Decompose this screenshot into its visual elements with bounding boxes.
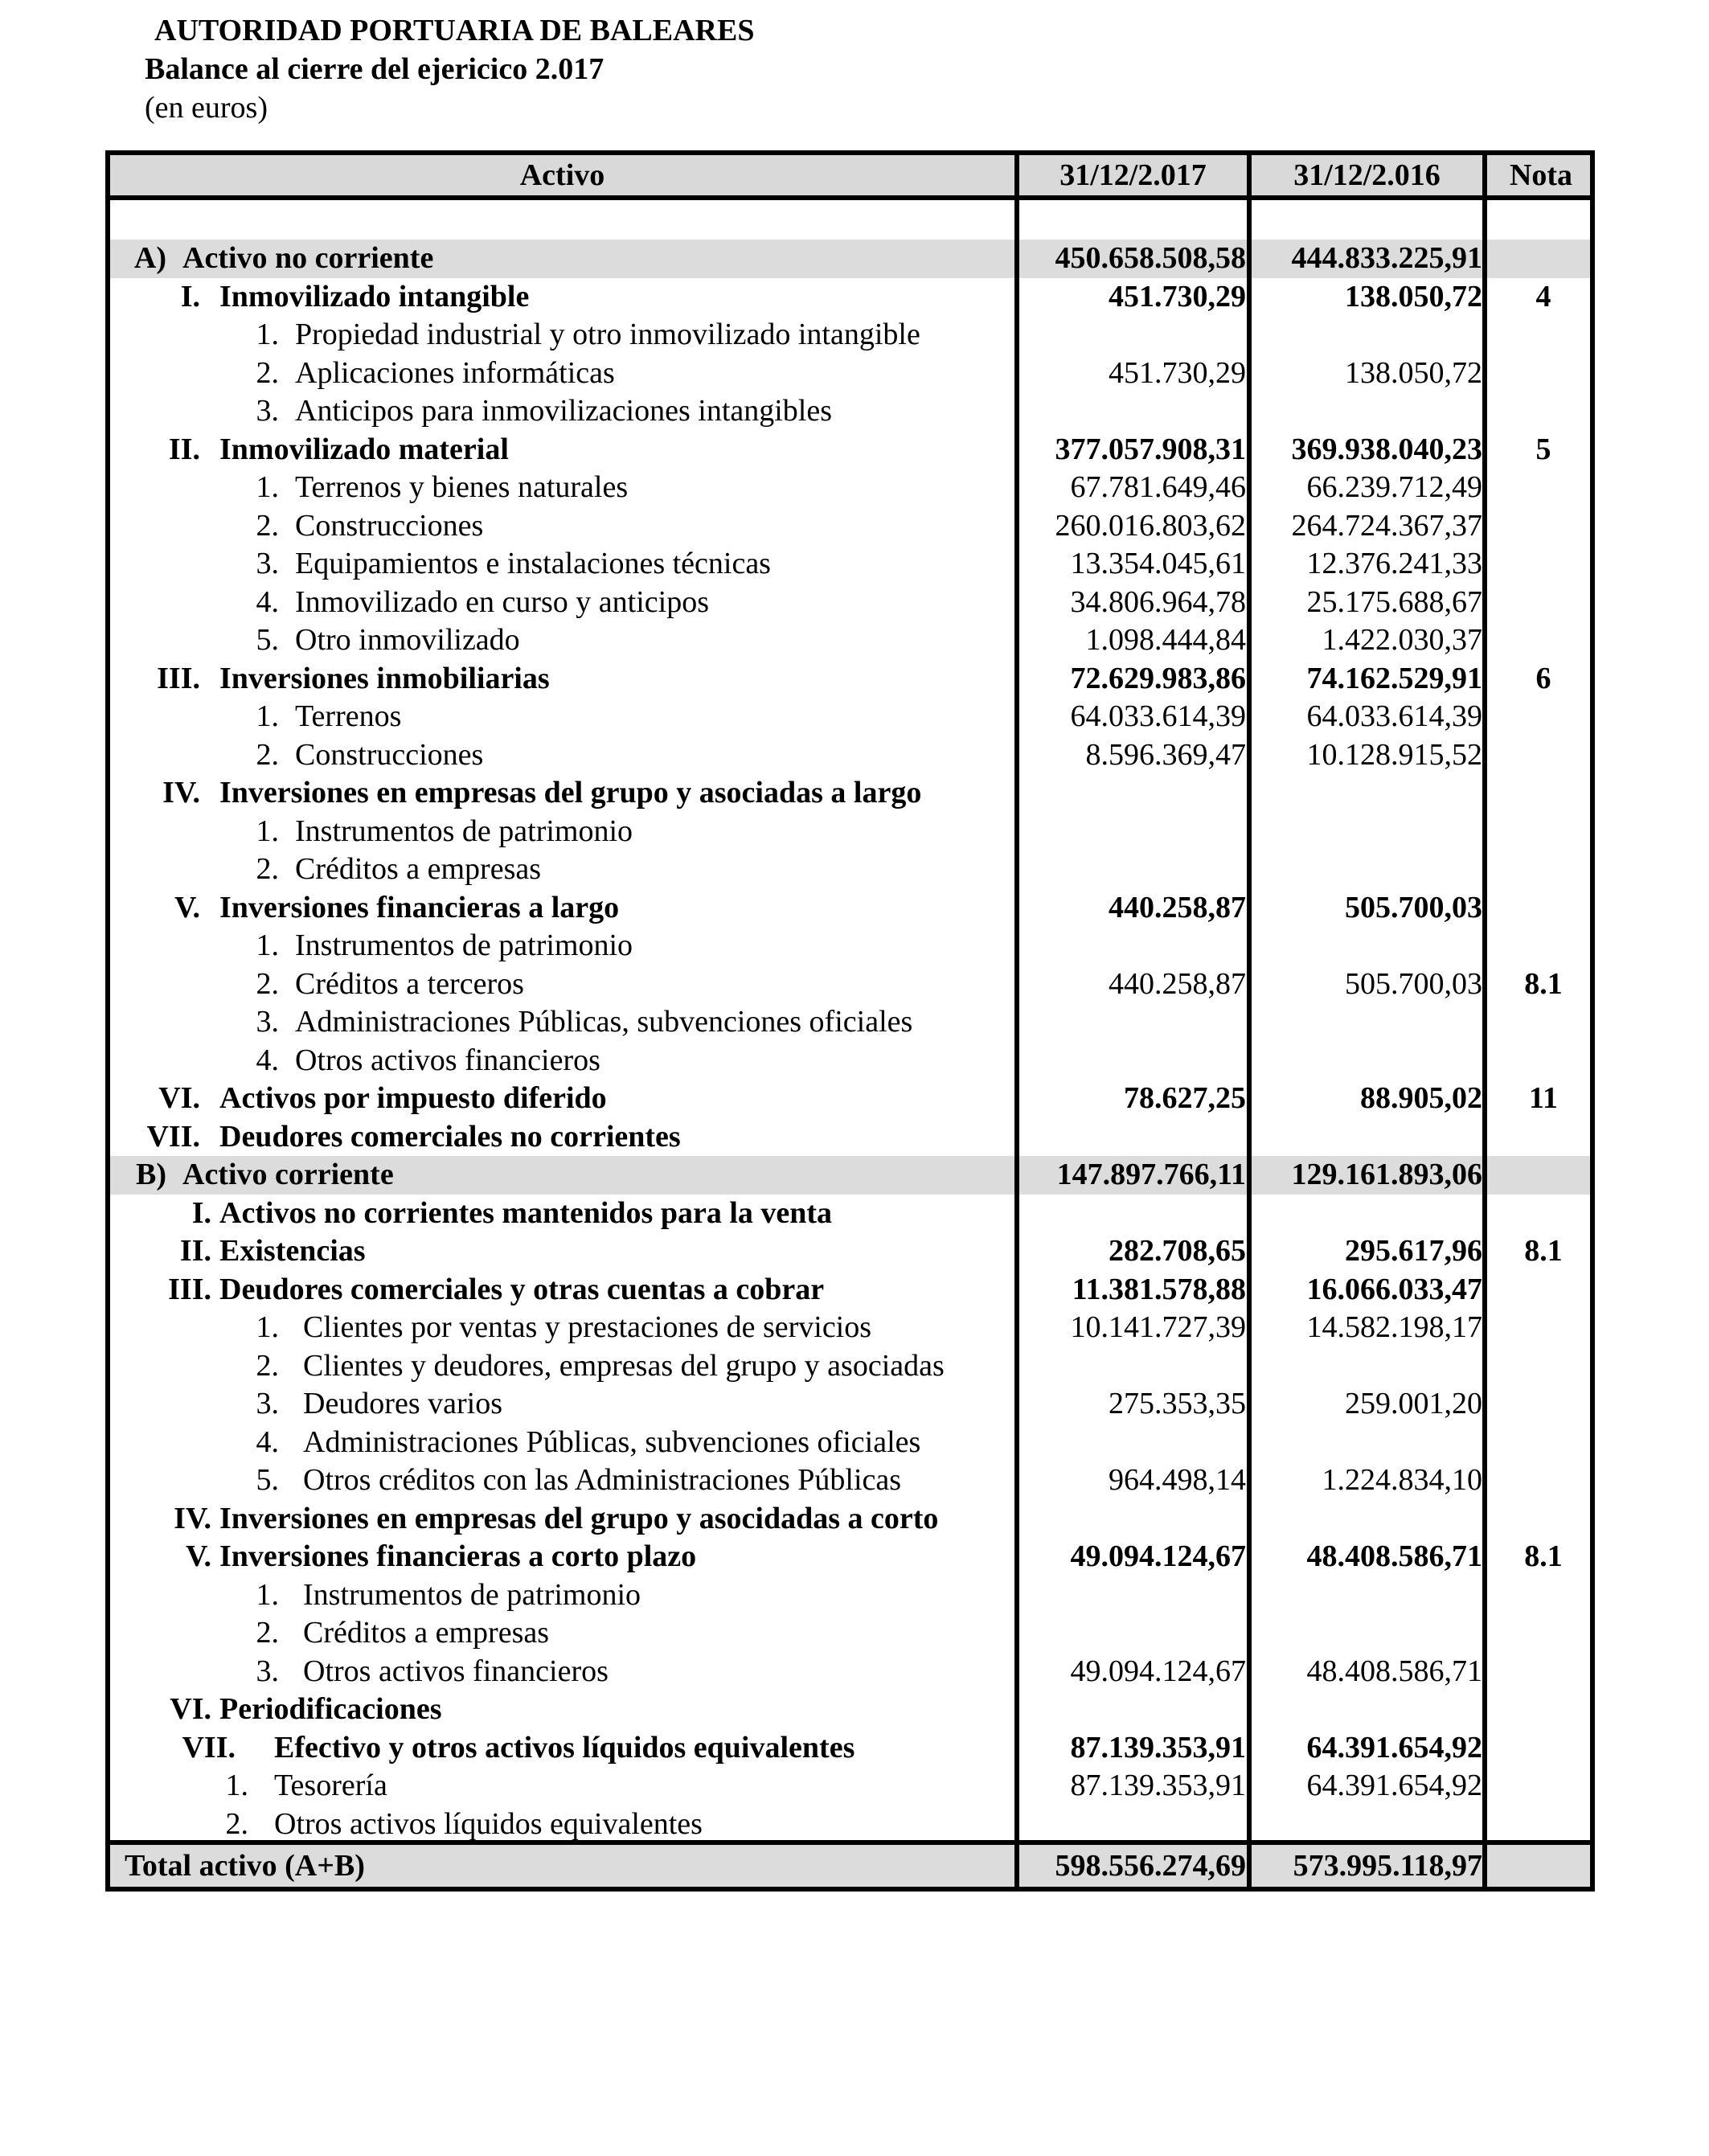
row-label: Créditos a empresas: [303, 1616, 550, 1650]
value-2016: 264.724.367,37: [1291, 508, 1482, 543]
table-row: [110, 545, 1590, 584]
table-header: [110, 155, 1590, 200]
value-2017: 275.353,35: [1109, 1387, 1246, 1420]
row-number: II.: [179, 1234, 211, 1268]
row-label: Deudores comerciales no corrientes: [219, 1119, 681, 1154]
table-row: [110, 355, 1590, 393]
table-row: [110, 621, 1590, 660]
row-label: Otros activos financieros: [303, 1654, 609, 1688]
table-row: [110, 1691, 1590, 1729]
value-2016: 369.938.040,23: [1291, 432, 1482, 466]
row-label: Créditos a terceros: [295, 966, 524, 1001]
table-row: [110, 1614, 1590, 1653]
row-label: Administraciones Públicas, subvenciones oficiales: [295, 1005, 913, 1039]
row-label: Terrenos y bienes naturales: [295, 470, 629, 504]
table-row: [110, 1271, 1590, 1310]
row-label: Construcciones: [295, 508, 484, 543]
row-label: Existencias: [219, 1234, 366, 1268]
row-label: Otros activos financieros: [295, 1043, 600, 1077]
table-row: [110, 1195, 1590, 1233]
row-label: Activos no corrientes mantenidos para la venta: [219, 1195, 833, 1230]
value-2017: 87.139.353,91: [1070, 1769, 1246, 1802]
value-2017: 49.094.124,67: [1070, 1654, 1246, 1688]
balance-table: [105, 150, 1595, 1892]
row-number: VII.: [182, 1730, 236, 1765]
table-row: [110, 1767, 1590, 1806]
value-2017: 34.806.964,78: [1070, 584, 1246, 619]
row-label: Efectivo y otros activos líquidos equivalentes: [274, 1730, 855, 1765]
value-2016: 10.128.915,52: [1306, 737, 1482, 772]
row-number: 1.: [256, 928, 279, 962]
row-number: 2.: [256, 737, 279, 772]
value-2017: 72.629.983,86: [1070, 661, 1246, 695]
row-number: 1.: [256, 470, 279, 504]
row-number: 1.: [256, 1310, 279, 1344]
row-label: Equipamientos e instalaciones técnicas: [295, 547, 771, 580]
total-row: [110, 1840, 1590, 1887]
value-2017: 377.057.908,31: [1055, 432, 1246, 466]
value-2017: 440.258,87: [1109, 890, 1246, 924]
row-number: 5.: [256, 623, 279, 657]
note-ref: 4: [1535, 279, 1551, 314]
table-row: [110, 278, 1590, 317]
row-number: 1.: [256, 814, 279, 848]
row-label: Activo no corriente: [182, 241, 434, 275]
column-header-2017: 31/12/2.017: [1059, 158, 1207, 192]
value-2016: 64.391.654,92: [1306, 1769, 1482, 1802]
total-value-2017: 598.556.274,69: [1055, 1849, 1246, 1883]
value-2016: 74.162.529,91: [1306, 661, 1482, 695]
table-row: [110, 889, 1590, 928]
row-label: Inmovilizado intangible: [219, 279, 530, 314]
row-label: Construcciones: [295, 737, 484, 772]
value-2017: 13.354.045,61: [1070, 547, 1246, 580]
value-2016: 129.161.893,06: [1291, 1158, 1482, 1191]
row-number: 1.: [256, 699, 279, 733]
row-label: Periodificaciones: [219, 1692, 442, 1726]
table-row: [110, 507, 1590, 546]
row-label: Inmovilizado material: [219, 432, 509, 466]
table-row: [110, 431, 1590, 469]
table-row: [110, 584, 1590, 622]
row-number: A): [133, 241, 166, 275]
value-2017: 440.258,87: [1109, 966, 1246, 1001]
row-number: 3.: [256, 1654, 279, 1688]
total-label: Total activo (A+B): [125, 1849, 365, 1883]
table-row: [110, 1347, 1590, 1386]
value-2017: 78.627,25: [1124, 1081, 1246, 1115]
table-row: [110, 1500, 1590, 1539]
table-row: [110, 660, 1590, 699]
row-number: IV.: [174, 1501, 211, 1535]
table-row: [110, 1309, 1590, 1347]
table-body: [110, 240, 1590, 1843]
table-row: [110, 1118, 1590, 1157]
value-2017: 11.381.578,88: [1072, 1272, 1246, 1306]
note-ref: 8.1: [1524, 1234, 1563, 1268]
table-row: [110, 1576, 1590, 1615]
row-number: 2.: [256, 1616, 279, 1650]
table-row: [110, 851, 1590, 889]
value-2016: 444.833.225,91: [1291, 241, 1482, 275]
document-title: Balance al cierre del ejericico 2.017: [145, 52, 605, 86]
row-label: Instrumentos de patrimonio: [295, 814, 633, 848]
table-row: [110, 965, 1590, 1004]
note-ref: 6: [1535, 661, 1551, 695]
value-2016: 138.050,72: [1345, 355, 1482, 390]
note-ref: 8.1: [1524, 966, 1563, 1001]
row-label: Aplicaciones informáticas: [295, 355, 615, 390]
column-header-activo: Activo: [519, 158, 605, 192]
column-header-2016: 31/12/2.016: [1293, 158, 1441, 192]
row-number: 2.: [256, 355, 279, 390]
row-number: 1.: [256, 1577, 279, 1612]
value-2017: 450.658.508,58: [1055, 241, 1246, 275]
row-number: 3.: [256, 1387, 279, 1420]
row-label: Inmovilizado en curso y anticipos: [295, 584, 709, 619]
row-number: I.: [191, 1195, 211, 1230]
row-number: 2.: [256, 508, 279, 543]
row-label: Anticipos para inmovilizaciones intangibles: [295, 394, 833, 428]
value-2016: 88.905,02: [1360, 1081, 1482, 1115]
row-label: Activo corriente: [182, 1158, 394, 1191]
total-value-2016: 573.995.118,97: [1293, 1849, 1482, 1883]
row-label: Inversiones financieras a corto plazo: [219, 1539, 697, 1573]
row-label: Terrenos: [295, 699, 402, 733]
value-2017: 67.781.649,46: [1070, 470, 1246, 504]
column-header-nota: Nota: [1509, 158, 1573, 192]
row-label: Administraciones Públicas, subvenciones oficiales: [303, 1424, 921, 1459]
value-2016: 1.224.834,10: [1322, 1463, 1482, 1497]
row-label: Inversiones financieras a largo: [219, 890, 620, 924]
row-label: Clientes por ventas y prestaciones de servicios: [303, 1310, 872, 1344]
row-label: Clientes y deudores, empresas del grupo y asociadas: [303, 1348, 945, 1383]
table-row: [110, 392, 1590, 431]
value-2016: 64.033.614,39: [1306, 699, 1482, 733]
table-row: [110, 1538, 1590, 1576]
value-2016: 1.422.030,37: [1322, 623, 1482, 657]
value-2016: 259.001,20: [1345, 1387, 1482, 1420]
value-2017: 87.139.353,91: [1070, 1730, 1246, 1765]
row-number: I.: [180, 279, 200, 314]
row-number: 1.: [225, 1769, 248, 1802]
row-number: VII.: [146, 1119, 200, 1154]
row-number: II.: [168, 432, 200, 466]
value-2016: 295.617,96: [1345, 1234, 1482, 1268]
row-number: V.: [185, 1539, 211, 1573]
table-row: [110, 469, 1590, 507]
row-number: 2.: [256, 966, 279, 1001]
table-row: [110, 1156, 1590, 1195]
value-2016: 505.700,03: [1345, 966, 1482, 1001]
table-row: [110, 240, 1590, 278]
row-label: Instrumentos de patrimonio: [295, 928, 633, 962]
table-row: [110, 736, 1590, 775]
table-row: [110, 1653, 1590, 1691]
row-number: III.: [157, 661, 200, 695]
table-row: [110, 1424, 1590, 1462]
row-label: Inversiones en empresas del grupo y asocidadas a corto: [219, 1501, 939, 1535]
row-label: Activos por impuesto diferido: [219, 1081, 607, 1115]
row-label: Inversiones inmobiliarias: [219, 661, 550, 695]
table-row: [110, 1385, 1590, 1424]
table-row: [110, 813, 1590, 851]
row-label: Inversiones en empresas del grupo y asociadas a largo: [219, 776, 922, 810]
value-2016: 48.408.586,71: [1306, 1539, 1482, 1573]
row-label: Otro inmovilizado: [295, 623, 520, 657]
row-number: B): [136, 1158, 166, 1191]
value-2017: 260.016.803,62: [1055, 508, 1246, 543]
value-2016: 16.066.033,47: [1306, 1272, 1482, 1306]
row-label: Créditos a empresas: [295, 852, 542, 886]
row-number: 3.: [256, 547, 279, 580]
table-row: [110, 1042, 1590, 1080]
column-divider: [1482, 155, 1487, 1887]
table-row: [110, 698, 1590, 736]
row-label: Otros activos líquidos equivalentes: [274, 1806, 703, 1841]
row-label: Deudores varios: [303, 1387, 502, 1420]
value-2017: 49.094.124,67: [1070, 1539, 1246, 1573]
row-label: Tesorería: [274, 1769, 387, 1802]
value-2017: 8.596.369,47: [1085, 737, 1246, 772]
row-number: 2.: [256, 852, 279, 886]
row-label: Deudores comerciales y otras cuentas a cobrar: [219, 1272, 825, 1306]
row-label: Propiedad industrial y otro inmovilizado intangible: [295, 318, 920, 351]
row-number: V.: [174, 890, 200, 924]
value-2016: 505.700,03: [1345, 890, 1482, 924]
value-2016: 66.239.712,49: [1306, 470, 1482, 504]
org-title: AUTORIDAD PORTUARIA DE BALEARES: [154, 14, 755, 47]
row-number: VI.: [158, 1081, 200, 1115]
row-number: 4.: [256, 1043, 279, 1077]
row-number: 3.: [256, 1005, 279, 1039]
table-row: [110, 316, 1590, 355]
column-divider: [1014, 155, 1019, 1887]
note-ref: 5: [1535, 432, 1551, 466]
table-row: [110, 1080, 1590, 1118]
value-2017: 451.730,29: [1109, 279, 1246, 314]
column-divider: [1247, 155, 1252, 1887]
table-row: [110, 1461, 1590, 1500]
table-row: [110, 1806, 1590, 1844]
row-number: 3.: [256, 394, 279, 428]
row-number: 5.: [256, 1463, 279, 1497]
value-2016: 25.175.688,67: [1306, 584, 1482, 619]
value-2016: 138.050,72: [1345, 279, 1482, 314]
row-number: 4.: [256, 1424, 279, 1459]
table-row: [110, 774, 1590, 813]
note-ref: 8.1: [1524, 1539, 1563, 1573]
row-label: Instrumentos de patrimonio: [303, 1577, 641, 1612]
value-2016: 14.582.198,17: [1306, 1310, 1482, 1344]
value-2017: 10.141.727,39: [1070, 1310, 1246, 1344]
row-number: IV.: [162, 776, 200, 810]
value-2016: 64.391.654,92: [1306, 1730, 1482, 1765]
row-number: 2.: [256, 1348, 279, 1383]
table-row: [110, 1729, 1590, 1768]
value-2016: 48.408.586,71: [1306, 1654, 1482, 1688]
value-2017: 964.498,14: [1109, 1463, 1246, 1497]
value-2017: 1.098.444,84: [1085, 623, 1246, 657]
table-row: [110, 1232, 1590, 1271]
row-number: 4.: [256, 584, 279, 619]
unit-label: (en euros): [145, 91, 268, 125]
value-2017: 64.033.614,39: [1070, 699, 1246, 733]
value-2017: 451.730,29: [1109, 355, 1246, 390]
row-number: VI.: [170, 1692, 211, 1726]
row-label: Otros créditos con las Administraciones Públicas: [303, 1463, 902, 1497]
value-2017: 147.897.766,11: [1056, 1158, 1246, 1191]
table-row: [110, 1003, 1590, 1042]
value-2016: 12.376.241,33: [1306, 547, 1482, 580]
row-number: III.: [168, 1272, 211, 1306]
value-2017: 282.708,65: [1109, 1234, 1246, 1268]
note-ref: 11: [1529, 1081, 1558, 1115]
table-row: [110, 927, 1590, 965]
row-number: 2.: [225, 1806, 248, 1841]
row-number: 1.: [256, 318, 279, 351]
